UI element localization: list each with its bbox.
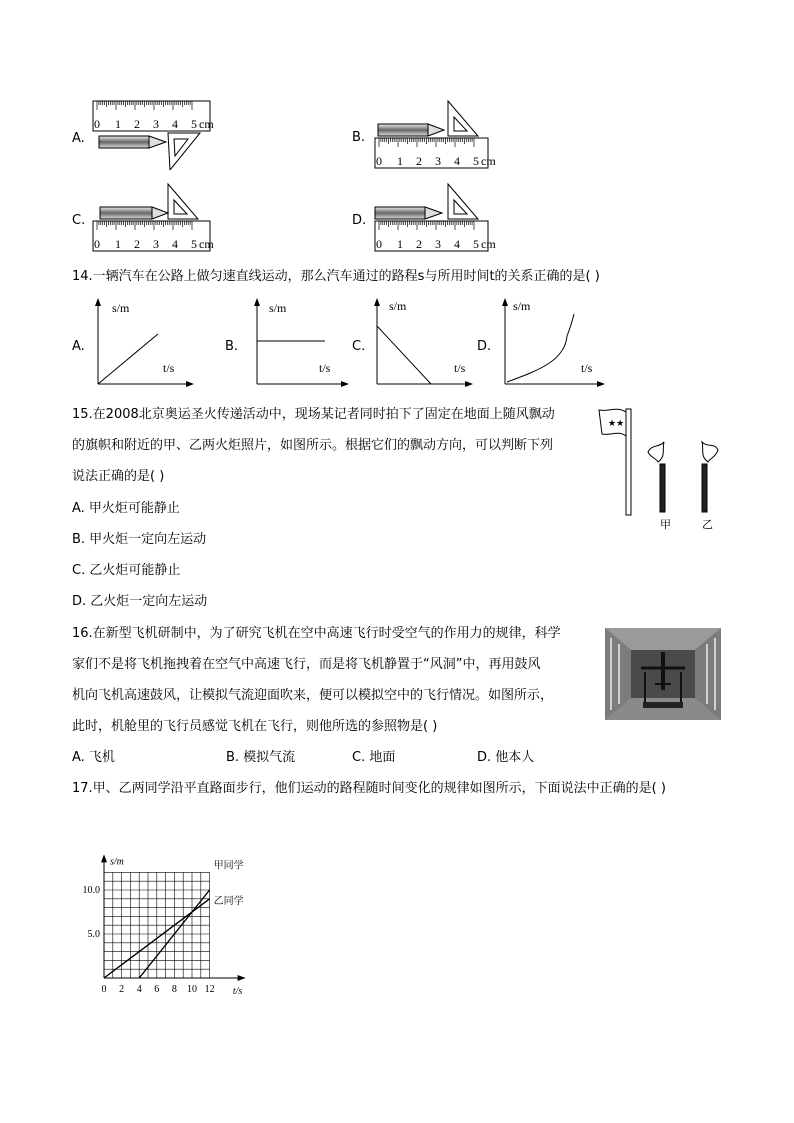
q13-option-b-label: B. xyxy=(352,130,366,145)
flagpole-icon xyxy=(626,409,631,515)
q16-wind-tunnel-photo xyxy=(605,628,721,720)
q16-option-a: A. 飞机 xyxy=(72,750,115,765)
ruler-unit: cm xyxy=(481,237,496,251)
graph-xlabel: t/s xyxy=(581,361,593,375)
ruler-tick-label: 5 xyxy=(473,154,479,168)
ruler-tick-label: 4 xyxy=(454,154,460,168)
graph-curve xyxy=(507,314,574,382)
x-tick-label: 2 xyxy=(119,984,125,995)
q15-stem-line-3: 说法正确的是( ) xyxy=(72,469,165,484)
pencil-icon xyxy=(100,207,152,219)
ruler-tick-label: 3 xyxy=(435,237,441,251)
y-tick-label: 10.0 xyxy=(82,885,100,896)
q13-option-a-label: A. xyxy=(72,131,85,146)
q14-graph-a xyxy=(88,296,198,392)
graph-ylabel: s/m xyxy=(513,299,531,313)
graph-xlabel: t/s xyxy=(454,361,466,375)
graph-line xyxy=(377,326,431,384)
q16-option-b: B. 模拟气流 xyxy=(226,750,296,765)
q15-option-d: D. 乙火炬一定向左运动 xyxy=(72,594,208,609)
ruler-tick-label: 4 xyxy=(454,237,460,251)
q14-stem: 14.一辆汽车在公路上做匀速直线运动，那么汽车通过的路程s与所用时间t的关系正确的是( ) xyxy=(72,269,600,284)
q16-option-c: C. 地面 xyxy=(352,750,396,765)
q16-stem-line-3: 机向飞机高速鼓风，让模拟气流迎面吹来，便可以模拟空中的飞行情况。如图所示， xyxy=(72,688,554,703)
q13-figure-b xyxy=(372,98,522,170)
ruler-unit: cm xyxy=(481,154,496,168)
ruler-tick-label: 1 xyxy=(397,154,403,168)
q15-stem-line-1: 15.在2008北京奥运圣火传递活动中，现场某记者同时拍下了固定在地面上随风飘动 xyxy=(72,407,555,422)
q14-graph-c xyxy=(367,296,477,392)
torch-flame-icon xyxy=(702,442,718,462)
legend-yi: 乙同学 xyxy=(213,896,244,908)
ruler-unit: cm xyxy=(199,117,214,131)
ruler-tick-label: 4 xyxy=(172,117,178,131)
pencil-icon xyxy=(99,136,149,148)
q15-stem-line-2: 的旗帜和附近的甲、乙两火炬照片，如图所示。根据它们的飘动方向，可以判断下列 xyxy=(72,438,554,453)
chart-grid xyxy=(104,872,210,978)
q13-option-c-label: C. xyxy=(72,213,86,228)
torch-label-yi: 乙 xyxy=(702,519,713,531)
q16-stem-line-4: 此时，机舱里的飞行员感觉飞机在飞行，则他所选的参照物是( ) xyxy=(72,719,438,734)
q16-option-d: D. 他本人 xyxy=(477,750,535,765)
q17-chart xyxy=(82,830,272,1000)
q14-graph-b xyxy=(247,296,357,392)
q13-option-d-label: D. xyxy=(352,213,367,228)
torch-jia-icon xyxy=(660,464,665,512)
graph-xlabel: t/s xyxy=(163,361,175,375)
ruler-tick-label: 1 xyxy=(115,237,121,251)
ruler-tick-label: 2 xyxy=(416,154,422,168)
ruler-tick-label: 5 xyxy=(191,117,197,131)
ruler-unit: cm xyxy=(199,237,214,251)
y-tick-label: 5.0 xyxy=(87,929,100,940)
legend-jia: 甲同学 xyxy=(213,860,244,872)
ruler-tick-label: 2 xyxy=(134,237,140,251)
q17-stem: 17.甲、乙两同学沿平直路面步行，他们运动的路程随时间变化的规律如图所示，下面说法中正确的是( ) xyxy=(72,781,666,796)
q14-option-c-label: C. xyxy=(352,339,366,354)
q16-stem-line-1: 16.在新型飞机研制中，为了研究飞机在空中高速飞行时受空气的作用力的规律，科学 xyxy=(72,626,561,641)
q13-figure-a xyxy=(90,98,240,170)
q14-option-a-label: A. xyxy=(72,339,85,354)
ruler-tick-label: 2 xyxy=(134,117,140,131)
ruler-tick-label: 3 xyxy=(435,154,441,168)
q14-graph-d xyxy=(495,296,611,392)
graph-ylabel: s/m xyxy=(112,301,130,315)
x-tick-label: 4 xyxy=(136,984,142,995)
q15-flag-torch-figure xyxy=(596,404,726,532)
ruler-tick-label: 1 xyxy=(115,117,121,131)
ruler-tick-label: 3 xyxy=(153,237,159,251)
ruler-tick-label: 5 xyxy=(473,237,479,251)
ruler-tick-label: 0 xyxy=(94,117,100,131)
graph-ylabel: s/m xyxy=(269,301,287,315)
ruler-tick-label: 0 xyxy=(94,237,100,251)
torch-flame-icon xyxy=(648,442,664,462)
svg-text:★★: ★★ xyxy=(608,418,625,428)
q13-figure-c xyxy=(90,181,240,253)
graph-line xyxy=(98,334,158,384)
q14-option-d-label: D. xyxy=(477,339,492,354)
q16-stem-line-2: 家们不是将飞机拖拽着在空气中高速飞行，而是将飞机静置于“风洞”中，再用鼓风 xyxy=(72,657,541,672)
torch-yi-icon xyxy=(702,464,707,512)
ruler-tick-label: 2 xyxy=(416,237,422,251)
q13-figure-d xyxy=(372,181,522,253)
x-tick-label: 10 xyxy=(187,984,197,995)
pencil-icon xyxy=(375,207,425,219)
x-tick-label: 8 xyxy=(171,984,177,995)
ruler-tick-label: 0 xyxy=(376,237,382,251)
torch-label-jia: 甲 xyxy=(660,519,671,531)
x-tick-label: 12 xyxy=(204,984,215,995)
q15-option-c: C. 乙火炬可能静止 xyxy=(72,563,181,578)
x-tick-label: 6 xyxy=(154,984,160,995)
ruler-tick-label: 3 xyxy=(153,117,159,131)
graph-ylabel: s/m xyxy=(389,299,407,313)
x-axis-label: t/s xyxy=(232,986,243,997)
q14-option-b-label: B. xyxy=(225,339,239,354)
y-axis-label: s/m xyxy=(110,856,124,868)
q15-option-b: B. 甲火炬一定向左运动 xyxy=(72,532,207,547)
graph-xlabel: t/s xyxy=(319,361,331,375)
ruler-tick-label: 1 xyxy=(397,237,403,251)
x-tick-label: 0 xyxy=(101,984,107,995)
ruler-tick-label: 5 xyxy=(191,237,197,251)
ruler-tick-label: 4 xyxy=(172,237,178,251)
pencil-icon xyxy=(378,124,428,136)
q15-option-a: A. 甲火炬可能静止 xyxy=(72,501,180,516)
ruler-tick-label: 0 xyxy=(376,154,382,168)
